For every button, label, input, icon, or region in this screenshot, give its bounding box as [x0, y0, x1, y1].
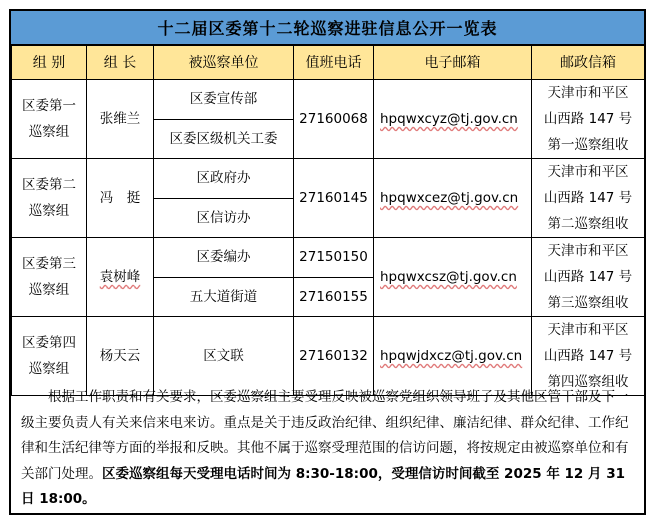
mailbox-cell: 天津市和平区 山西路 147 号 第一巡察组收 — [532, 80, 645, 159]
group-cell: 区委第四 巡察组 — [12, 317, 87, 396]
notice-paragraph — [11, 379, 644, 513]
unit-cell: 区信访办 — [154, 198, 294, 238]
unit-cell: 区政府办 — [154, 159, 294, 199]
phone-cell: 27160132 — [294, 317, 374, 396]
leader-cell: 杨天云 — [87, 317, 154, 396]
leader-cell: 冯 挺 — [87, 159, 154, 238]
email-text: hpqwjdxcz@tj.gov.cn — [380, 348, 523, 364]
unit-cell: 区委编办 — [154, 238, 294, 278]
header-group: 组 别 — [12, 46, 87, 80]
info-table-frame — [9, 9, 646, 515]
table-row — [12, 80, 645, 120]
email-cell — [374, 238, 532, 317]
unit-cell: 五大道街道 — [154, 277, 294, 317]
email-cell — [374, 80, 532, 159]
mailbox-cell: 天津市和平区 山西路 147 号 第三巡察组收 — [532, 238, 645, 317]
email-text: hpqwxcsz@tj.gov.cn — [380, 269, 517, 285]
header-phone: 值班电话 — [294, 46, 374, 80]
email-cell — [374, 159, 532, 238]
phone-cell: 27160155 — [294, 277, 374, 317]
leader-cell: 袁树峰 — [87, 238, 154, 317]
header-row — [12, 46, 645, 80]
group-cell: 区委第二 巡察组 — [12, 159, 87, 238]
group-cell: 区委第三 巡察组 — [12, 238, 87, 317]
leader-cell: 张维兰 — [87, 80, 154, 159]
table-row — [12, 238, 645, 278]
notice-text: 根据工作职责和有关要求，区委巡察组主要受理反映被巡察党组织领导班子及其他区管干部及下一级主要负责人有关来信来电来访。重点是关于违反政治纪律、组织纪律、廉洁纪律、群众纪律、工作纪律和生活纪律等方面的举报和反映。其他不属于巡察受理范围的信访问题，将按规定由被巡察单位和有关部门处理。 — [21, 389, 629, 482]
phone-cell: 27150150 — [294, 238, 374, 278]
inspection-table — [11, 45, 645, 396]
notice-bold-text: 区委巡察组每天受理电话时间为 8:30-18:00，受理信访时间截至 2025 年 12 月 31 日 18:00。 — [21, 465, 625, 507]
group-cell: 区委第一 巡察组 — [12, 80, 87, 159]
email-text: hpqwxcyz@tj.gov.cn — [380, 111, 518, 127]
email-text: hpqwxcez@tj.gov.cn — [380, 190, 519, 206]
table-row — [12, 159, 645, 199]
mailbox-cell: 天津市和平区 山西路 147 号 第四巡察组收 — [532, 317, 645, 396]
header-mailbox: 邮政信箱 — [532, 46, 645, 80]
unit-cell: 区委区级机关工委 — [154, 119, 294, 159]
mailbox-cell: 天津市和平区 山西路 147 号 第二巡察组收 — [532, 159, 645, 238]
unit-cell: 区文联 — [154, 317, 294, 396]
table-title: 十二届区委第十二轮巡察进驻信息公开一览表 — [11, 11, 644, 45]
header-leader: 组 长 — [87, 46, 154, 80]
header-email: 电子邮箱 — [374, 46, 532, 80]
phone-cell: 27160145 — [294, 159, 374, 238]
header-unit: 被巡察单位 — [154, 46, 294, 80]
unit-cell: 区委宣传部 — [154, 80, 294, 120]
phone-cell: 27160068 — [294, 80, 374, 159]
